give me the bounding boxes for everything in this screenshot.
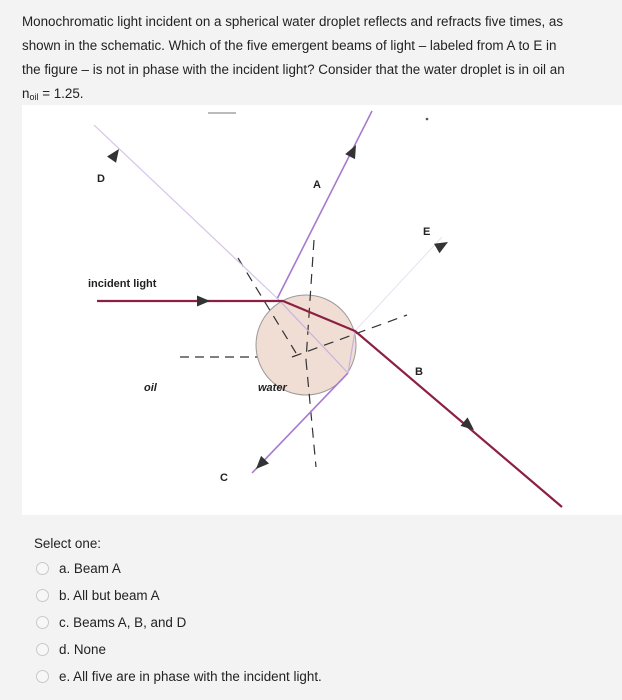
option-label: c. Beams A, B, and D — [59, 614, 187, 630]
beam-a-arrow — [345, 143, 361, 160]
beam-e-arrow — [434, 237, 451, 253]
option-b[interactable] — [36, 585, 160, 605]
schematic-svg — [22, 105, 622, 515]
option-label: e. All five are in phase with the incident light. — [59, 668, 322, 684]
ray-d — [94, 125, 278, 299]
radio-button[interactable] — [36, 643, 49, 656]
schematic-figure — [22, 105, 622, 515]
n-subscript: oil — [29, 92, 39, 102]
beam-label-b: B — [415, 366, 423, 378]
ray-e — [355, 237, 442, 331]
beam-label-e: E — [423, 226, 431, 238]
option-label: d. None — [59, 641, 106, 657]
select-one-label: Select one: — [34, 536, 101, 551]
beam-label-c: C — [220, 472, 228, 484]
beam-d-arrow — [107, 146, 123, 163]
dot-mark — [426, 118, 429, 121]
question-line-2: shown in the schematic. Which of the five emergent beams of light – labeled from A to E in — [22, 38, 557, 53]
radio-button[interactable] — [36, 562, 49, 575]
radio-button[interactable] — [36, 589, 49, 602]
option-e[interactable] — [36, 666, 322, 686]
question-text — [22, 10, 618, 109]
incident-light-label: incident light — [88, 278, 157, 290]
water-label: water — [258, 382, 287, 394]
option-a[interactable] — [36, 558, 121, 578]
n-symbol: n — [22, 86, 30, 101]
radio-button[interactable] — [36, 670, 49, 683]
question-line-1: Monochromatic light incident on a spherical water droplet reflects and refracts five times, as — [22, 14, 564, 29]
n-value: = 1.25. — [38, 86, 84, 101]
beam-label-a: A — [313, 179, 321, 191]
question-line-3: the figure – is not in phase with the incident light? Consider that the water droplet is in oil an — [22, 62, 565, 77]
incident-arrow — [197, 296, 210, 307]
option-d[interactable] — [36, 639, 106, 659]
oil-label: oil — [144, 382, 157, 394]
beam-label-d: D — [97, 173, 105, 185]
option-label: b. All but beam A — [59, 587, 160, 603]
option-label: a. Beam A — [59, 560, 121, 576]
ray-a — [277, 111, 372, 299]
option-c[interactable] — [36, 612, 186, 632]
radio-button[interactable] — [36, 616, 49, 629]
